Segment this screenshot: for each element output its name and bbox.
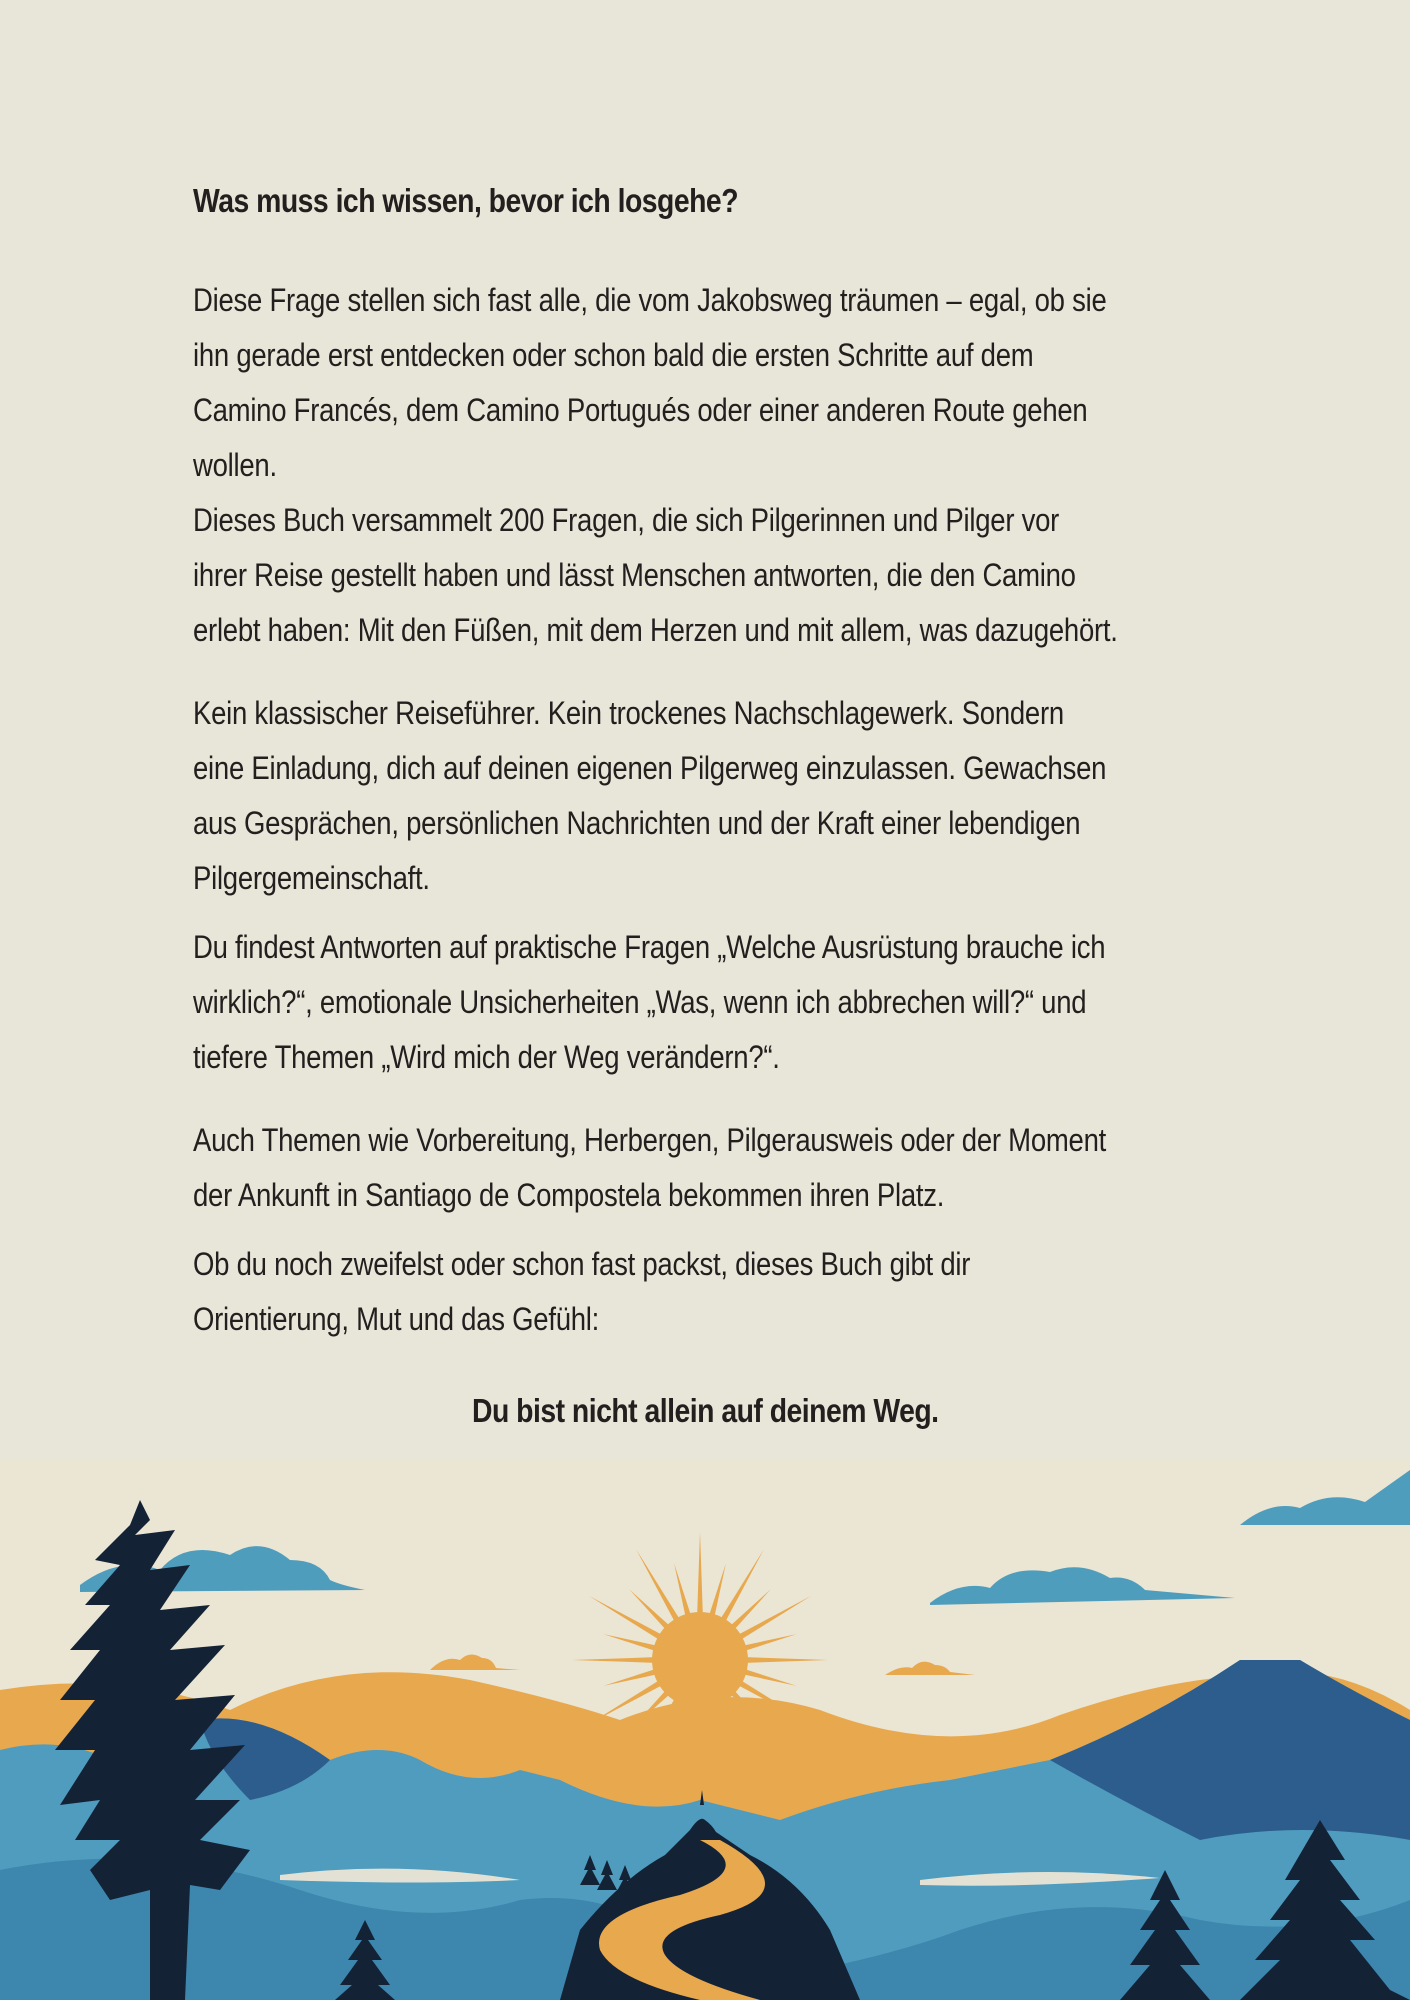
paragraph-6 (193, 1237, 1253, 1347)
text-line: Dieses Buch versammelt 200 Fragen, die sich Pilgerinnen und Pilger vor (193, 502, 1060, 538)
text-line: wirklich?“, emotionale Unsicherheiten „Was, wenn ich abbrechen will?“ und (193, 984, 1087, 1020)
text-line: wollen. (193, 447, 277, 483)
paragraph-3 (193, 686, 1253, 906)
text-line: Kein klassischer Reiseführer. Kein trockenes Nachschlagewerk. Sondern (193, 695, 1064, 731)
text-line: Orientierung, Mut und das Gefühl: (193, 1301, 600, 1337)
body-text (193, 175, 1253, 1347)
landscape-illustration (0, 1460, 1410, 2000)
closing-text: Du bist nicht allein auf deinem Weg. (471, 1392, 939, 1429)
text-line: tiefere Themen „Wird mich der Weg verändern?“. (193, 1039, 780, 1075)
text-line: ihn gerade erst entdecken oder schon bald die ersten Schritte auf dem (193, 337, 1034, 373)
paragraph-4 (193, 920, 1253, 1085)
text-line: Ob du noch zweifelst oder schon fast packst, dieses Buch gibt dir (193, 1246, 971, 1282)
text-line: Diese Frage stellen sich fast alle, die vom Jakobsweg träumen – egal, ob sie (193, 282, 1107, 318)
text-line: ihrer Reise gestellt haben und lässt Menschen antworten, die den Camino (193, 557, 1076, 593)
text-line: Camino Francés, dem Camino Portugués oder einer anderen Route gehen (193, 392, 1088, 428)
paragraph-1 (193, 273, 1253, 493)
page-heading: Was muss ich wissen, bevor ich losgehe? (193, 182, 739, 219)
text-line: erlebt haben: Mit den Füßen, mit dem Herzen und mit allem, was dazugehört. (193, 612, 1118, 648)
paragraph-5 (193, 1113, 1253, 1223)
paragraph-2 (193, 493, 1253, 658)
text-line: Du findest Antworten auf praktische Fragen „Welche Ausrüstung brauche ich (193, 929, 1106, 965)
text-line: Auch Themen wie Vorbereitung, Herbergen, Pilgerausweis oder der Moment (193, 1122, 1107, 1158)
closing-statement (0, 1385, 1410, 1437)
text-line: eine Einladung, dich auf deinen eigenen Pilgerweg einzulassen. Gewachsen (193, 750, 1107, 786)
text-line: aus Gesprächen, persönlichen Nachrichten und der Kraft einer lebendigen (193, 805, 1081, 841)
text-line: Pilgergemeinschaft. (193, 860, 430, 896)
text-line: der Ankunft in Santiago de Compostela bekommen ihren Platz. (193, 1177, 945, 1213)
